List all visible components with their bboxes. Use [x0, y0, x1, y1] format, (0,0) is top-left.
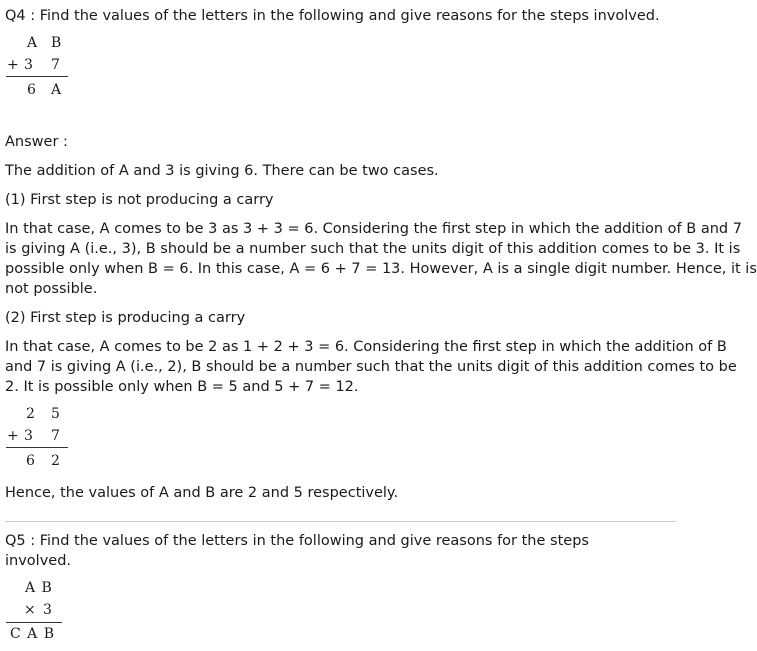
- case2-line: In that case, A comes to be 2 as 1 + 2 + 3 = 6. Considering the first step in which the addition of B: [5, 339, 727, 355]
- case1-heading: (1) First step is not producing a carry: [5, 192, 274, 208]
- q5-problem-top: A B: [25, 580, 53, 596]
- q5-problem-times: ×: [24, 602, 36, 618]
- q5-question-line: Q5 : Find the values of the letters in the following and give reasons for the steps: [5, 533, 589, 549]
- case2-line: 2. It is possible only when B = 5 and 5 + 7 = 12.: [5, 379, 359, 395]
- q4-solution-res-a: 6: [26, 453, 35, 469]
- case1-line: not possible.: [5, 281, 98, 297]
- q4-solution-top-b: 5: [51, 406, 60, 422]
- case2-line: and 7 is giving A (i.e., 2), B should be a number such that the units digit of this addition comes to be: [5, 359, 737, 375]
- q4-solution-plus: +: [7, 428, 19, 444]
- q4-problem-res-a: 6: [27, 82, 36, 98]
- q4-solution-res-b: 2: [51, 453, 60, 469]
- q4-problem-res-b: A: [51, 82, 62, 98]
- q5-problem-mid: 3: [43, 602, 52, 618]
- q4-intro: The addition of A and 3 is giving 6. There can be two cases.: [5, 163, 439, 179]
- q5-question-line: involved.: [5, 553, 72, 569]
- q5-question: [5, 531, 675, 571]
- case1-line: In that case, A comes to be 3 as 3 + 3 = 6. Considering the first step in which the addition of B and 7: [5, 221, 742, 237]
- q5-problem-res: C A B: [10, 626, 56, 642]
- q4-solution-rule: [6, 447, 68, 448]
- q4-problem-top-b: B: [51, 35, 62, 51]
- q4-problem-top-a: A: [27, 35, 38, 51]
- q4-problem-plus: +: [7, 57, 19, 73]
- q4-solution-top-a: 2: [26, 406, 35, 422]
- case1-line: is giving A (i.e., 3), B should be a number such that the units digit of this addition comes to be 3. It is: [5, 241, 741, 257]
- section-divider: [5, 521, 676, 522]
- q4-problem-mid-b: 7: [51, 57, 60, 73]
- q4-solution-mid-a: 3: [24, 428, 33, 444]
- case2-heading: (2) First step is producing a carry: [5, 310, 246, 326]
- q4-problem-mid-a: 3: [24, 57, 33, 73]
- case2-paragraph: [5, 337, 737, 397]
- q4-solution-mid-b: 7: [51, 428, 60, 444]
- q4-conclusion: Hence, the values of A and B are 2 and 5 respectively.: [5, 485, 399, 501]
- q5-problem-rule: [6, 622, 62, 623]
- q4-question: Q4 : Find the values of the letters in the following and give reasons for the steps involved.: [5, 8, 660, 24]
- answer-label: Answer :: [5, 134, 68, 150]
- case1-paragraph: [5, 219, 757, 299]
- q4-problem-rule: [6, 76, 68, 77]
- case1-line: possible only when B = 6. In this case, A = 6 + 7 = 13. However, A is a single digit number. Hence, it is: [5, 261, 757, 277]
